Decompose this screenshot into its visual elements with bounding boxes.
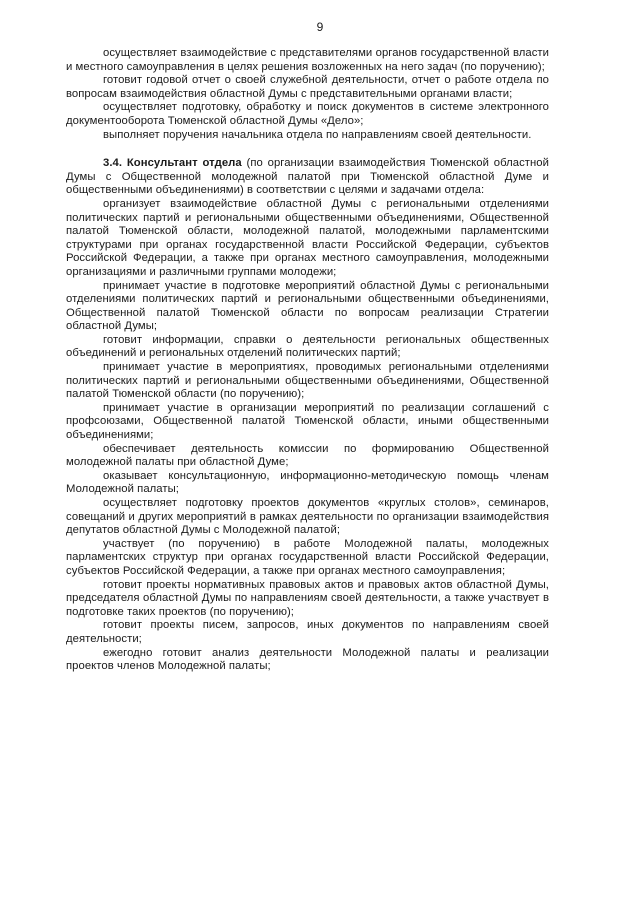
paragraph: организует взаимодействие областной Думы с региональными отделениями политических партий и региональными общественными объединениями, Общественной палатой Тюменской области, молодежной палатой, молодежными парламентскими структурами при органах государственной власти Российской Федерации, субъектов Российской Федерации, а также при органах местного самоуправления, молодежными организациями и различными группами молодежи; [66, 197, 549, 278]
paragraph: принимает участие в мероприятиях, проводимых региональными отделениями политических партий и региональными общественными объединениями, Общественной палатой Тюменской области (по поручению); [66, 361, 549, 401]
paragraph: участвует (по поручению) в работе Молодежной палаты, молодежных парламентских структур при органах государственной власти Российской Федерации, субъектов Российской Федерации, а также при органах местного самоуправления; [66, 537, 549, 577]
section-heading-paragraph [66, 157, 549, 198]
paragraph: оказывает консультационную, информационно-методическую помощь членам Молодежной палаты; [66, 469, 549, 496]
page-number: 9 [316, 20, 324, 34]
section-title: 3.4. Консультант отдела [103, 157, 242, 170]
paragraph: осуществляет подготовку проектов документов «круглых столов», семинаров, совещаний и других мероприятий в рамках деятельности по организации взаимодействия депутатов областной Думы с Молодежной палатой; [66, 497, 549, 537]
paragraph: готовит информации, справки о деятельности региональных общественных объединений и региональных отделений политических партий; [66, 333, 549, 360]
paragraph: готовит проекты писем, запросов, иных документов по направлениям своей деятельности; [66, 619, 549, 645]
paragraph: обеспечивает деятельность комиссии по формированию Общественной молодежной палаты при областной Думе; [66, 442, 549, 469]
paragraph: готовит годовой отчет о своей служебной деятельности, отчет о работе отдела по вопросам взаимодействия областной Думы с представительными органами власти; [66, 74, 549, 100]
paragraph: ежегодно готовит анализ деятельности Молодежной палаты и реализации проектов членов Молодежной палаты; [66, 646, 549, 673]
paragraph: осуществляет подготовку, обработку и поиск документов в системе электронного документооборота Тюменской областной Думы «Дело»; [66, 101, 549, 127]
section-intro: (по организации взаимодействия Тюменской областной Думы с Общественной молодежной палатой при Тюменской областной Думе и общественными объединениями) в соответствии с целями и задачами отдела: [66, 157, 549, 197]
paragraph: готовит проекты нормативных правовых актов и правовых актов областной Думы, председателя областной Думы по направлениям своей деятельности, а также участвует в подготовке таких проектов (по поручению); [66, 578, 549, 618]
paragraph: выполняет поручения начальника отдела по направлениям своей деятельности. [103, 128, 532, 141]
paragraph: принимает участие в организации мероприятий по реализации соглашений с профсоюзами, Общественной палатой Тюменской области, иными общественными объединениями; [66, 401, 549, 442]
paragraph: осуществляет взаимодействие с представителями органов государственной власти и местного самоуправления в целях решения возложенных на него задач (по поручению); [66, 47, 549, 73]
paragraph: принимает участие в подготовке мероприятий областной Думы с региональными отделениями политических партий и региональными общественными объединениями, Общественной палатой Тюменской области по вопросам реализации Стратегии областной Думы; [66, 279, 549, 333]
